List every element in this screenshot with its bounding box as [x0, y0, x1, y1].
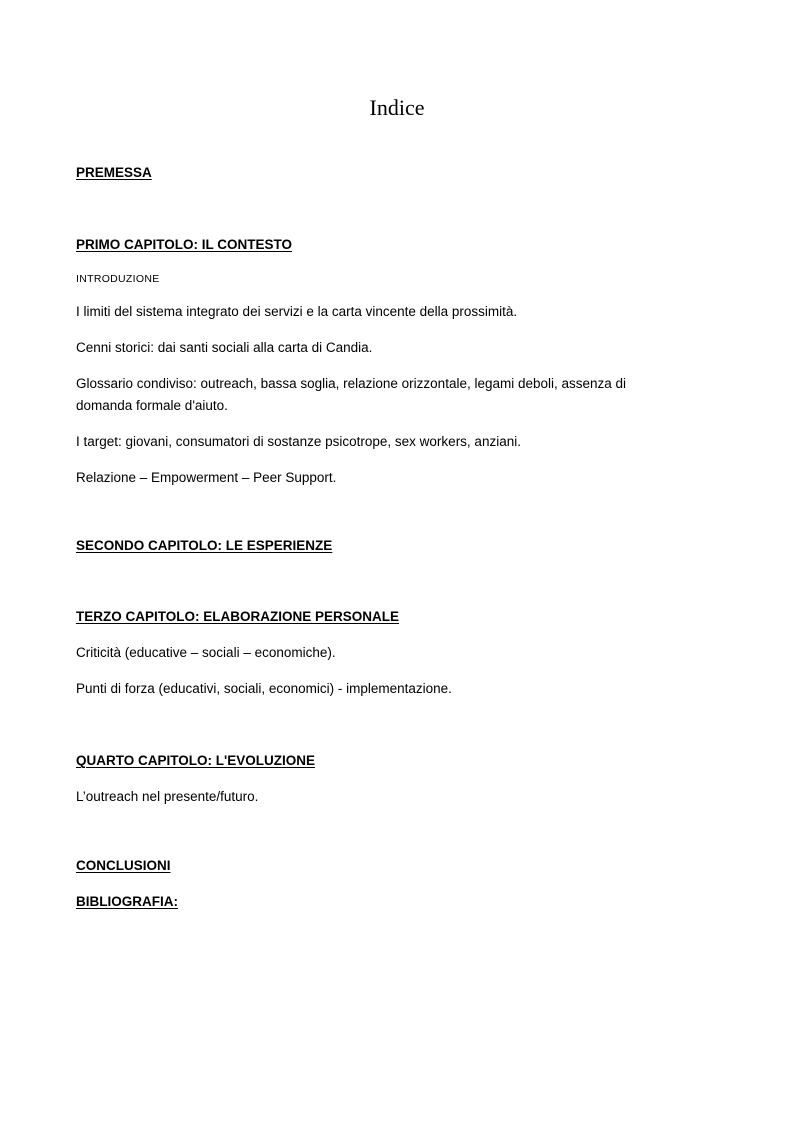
chapter-2-heading: SECONDO CAPITOLO: LE ESPERIENZE	[76, 538, 333, 553]
section-premessa: PREMESSA	[76, 165, 152, 180]
chapter-4-heading: QUARTO CAPITOLO: L'EVOLUZIONE	[76, 753, 315, 768]
chapter-1-heading: PRIMO CAPITOLO: IL CONTESTO	[76, 237, 293, 252]
chapter-1-item: Glossario condiviso: outreach, bassa soglia, relazione orizzontale, legami deboli, assenza di domanda formale d'aiuto.	[76, 376, 627, 413]
chapter-3-item: Criticità (educative – sociali – economiche).	[76, 645, 336, 660]
chapter-3-heading: TERZO CAPITOLO: ELABORAZIONE PERSONALE	[76, 609, 400, 624]
chapter-1-item: Cenni storici: dai santi sociali alla carta di Candia.	[76, 340, 373, 355]
chapter-1-item: Relazione – Empowerment – Peer Support.	[76, 470, 337, 485]
chapter-3-item: Punti di forza (educativi, sociali, economici) - implementazione.	[76, 681, 452, 696]
chapter-1-item: I limiti del sistema integrato dei servizi e la carta vincente della prossimità.	[76, 304, 518, 319]
chapter-4-item: L’outreach nel presente/futuro.	[76, 789, 259, 804]
section-bibliografia: BIBLIOGRAFIA:	[76, 894, 178, 909]
page-title: Indice	[369, 95, 425, 120]
section-conclusioni: CONCLUSIONI	[76, 858, 171, 873]
chapter-1-item: I target: giovani, consumatori di sostanze psicotrope, sex workers, anziani.	[76, 434, 521, 449]
chapter-1-intro: INTRODUZIONE	[76, 273, 160, 285]
